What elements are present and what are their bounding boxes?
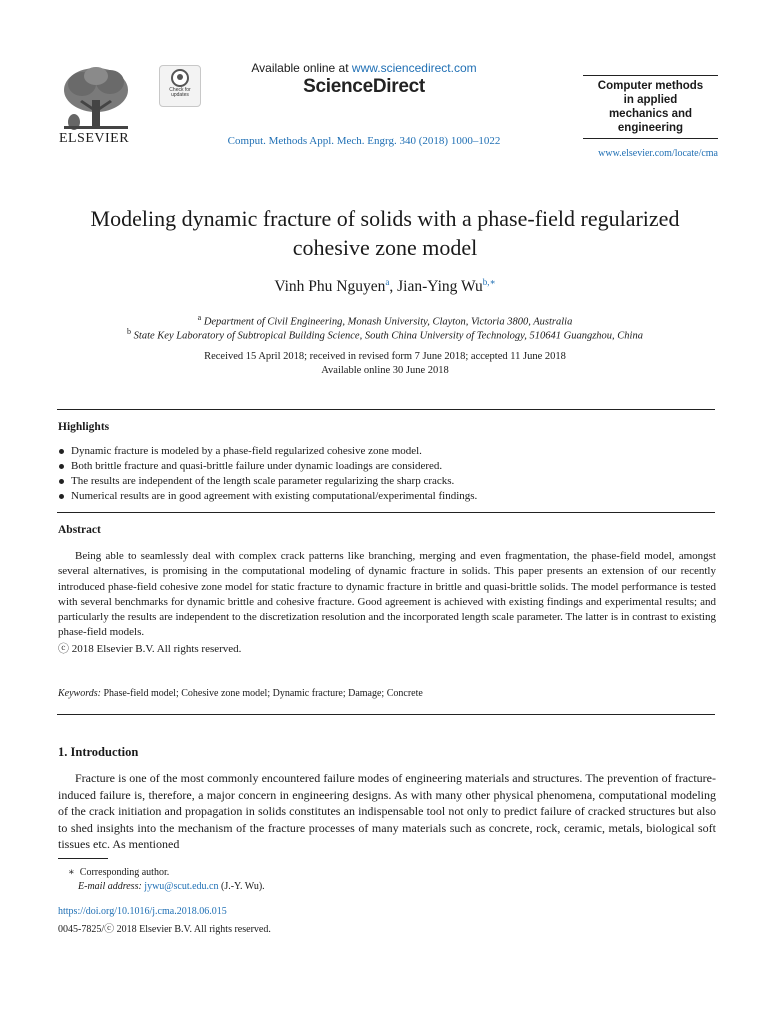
journal-title-line: engineering [617, 122, 684, 134]
introduction-text: Fracture is one of the most commonly encountered failure modes of engineering materials and structures. The prevention of fracture-induced failure is, therefore, a major concern in engineering designs. As with many other physical phenomena, computational modeling of the crack initiation and propagation in solids constitutes an indispensable tool not only to predict failure of cracked structures but also to shed insights into the mechanism of the fracture processes of many materials such as concrete, rock, ceramic, metals, biological soft tissues etc. As mentioned [58, 771, 716, 852]
doi-link[interactable]: https://doi.org/10.1016/j.cma.2018.06.015 [58, 906, 227, 917]
footnote-mark: ∗ [68, 867, 75, 878]
journal-title-line: in applied [623, 94, 678, 106]
check-updates-label: Check for updates [169, 87, 191, 98]
affiliation-text: State Key Laboratory of Subtropical Building Science, South China University of Technology, 510641 Guangzhou, China [133, 330, 643, 342]
bullet-icon [59, 449, 64, 454]
affiliation-marker-link[interactable]: b,∗ [482, 277, 496, 287]
keywords-label: Keywords: [58, 688, 101, 699]
introduction-heading: 1. Introduction [58, 745, 139, 759]
keywords [58, 688, 423, 699]
availability-line [180, 61, 548, 75]
highlight-item [58, 474, 718, 489]
abstract-text: Being able to seamlessly deal with complex crack patterns like branching, merging and even fragmentation, the phase-field model, amongst several alternatives, is promising in the computational modeling of dynamic fracture in solids. This paper presents an extension of our recently introduced phase-field cohesive zone model for static fracture to dynamic fracture in brittle and quasi-brittle solids. The model performance is tested with several benchmarks for dynamic brittle and cohesive fracture. Good agreement is achieved with existing findings and experimental results; and particularly the results are independent to the discretization resolution and the incorporated length scale parameter. The latter is in contrast to existing phase-field models. [58, 550, 716, 639]
bullet-icon [59, 464, 64, 469]
corresponding-author-text: Corresponding author. [79, 867, 170, 878]
email-note [78, 881, 265, 892]
keywords-text: Phase-field model; Cohesive zone model; Dynamic fracture; Damage; Concrete [100, 688, 423, 699]
affiliation [40, 327, 730, 342]
received-dates: Received 15 April 2018; received in revised form 7 June 2018; accepted 11 June 2018 [204, 351, 566, 362]
journal-title-box [583, 75, 718, 139]
highlights-heading: Highlights [58, 421, 110, 433]
available-online-date: Available online 30 June 2018 [321, 365, 449, 376]
highlights-list [58, 444, 718, 504]
divider [57, 714, 715, 715]
author-list [40, 277, 730, 296]
availability-prefix: Available online at [251, 61, 352, 75]
author-name: Vinh Phu Nguyen [274, 278, 386, 296]
title-line: Modeling dynamic fracture of solids with a phase-field regularized [90, 206, 680, 231]
email-label: E-mail address: [78, 881, 142, 892]
affiliation-text: Department of Civil Engineering, Monash University, Clayton, Victoria 3800, Australia [203, 316, 573, 328]
email-link[interactable]: jywu@scut.edu.cn [144, 881, 219, 892]
author-separator: , [389, 278, 398, 296]
journal-citation-link[interactable]: Comput. Methods Appl. Mech. Engrg. 340 (2018) 1000–1022 [227, 135, 501, 147]
abstract-copyright: ⓒ 2018 Elsevier B.V. All rights reserved. [58, 643, 242, 655]
email-suffix: (J.-Y. Wu). [218, 881, 265, 892]
journal-title-line: mechanics and [608, 108, 693, 120]
divider [57, 409, 715, 410]
highlight-text: The results are independent of the length scale parameter regularizing the sharp cracks. [71, 475, 455, 487]
corresponding-author-note [68, 867, 169, 878]
highlight-item [58, 444, 718, 459]
footnote-divider [58, 858, 108, 859]
highlight-text: Both brittle fracture and quasi-brittle failure under dynamic loadings are considered. [71, 460, 443, 472]
affiliation-mark: a [197, 313, 202, 322]
sciencedirect-link[interactable]: www.sciencedirect.com [351, 61, 477, 75]
journal-title-line: Computer methods [597, 80, 704, 92]
affiliation-marker-link[interactable]: a [385, 277, 390, 287]
bullet-icon [59, 494, 64, 499]
divider [57, 512, 715, 513]
affiliation [40, 313, 730, 328]
publisher-name: ELSEVIER [58, 131, 130, 146]
bullet-icon [59, 479, 64, 484]
article-title [40, 204, 730, 262]
issn-copyright: 0045-7825/ⓒ 2018 Elsevier B.V. All rights reserved. [58, 924, 271, 935]
highlight-item [58, 489, 718, 504]
highlight-text: Dynamic fracture is modeled by a phase-field regularized cohesive zone model. [71, 445, 422, 457]
sciencedirect-brand: ScienceDirect [303, 76, 425, 97]
highlight-item [58, 459, 718, 474]
highlight-text: Numerical results are in good agreement with existing computational/experimental findings. [71, 490, 478, 502]
title-line: cohesive zone model [292, 235, 478, 260]
affiliation-mark: b [127, 327, 132, 336]
journal-url-link[interactable]: www.elsevier.com/locate/cma [598, 148, 718, 159]
author-name: Jian-Ying Wu [397, 278, 483, 296]
abstract-heading: Abstract [58, 524, 101, 536]
